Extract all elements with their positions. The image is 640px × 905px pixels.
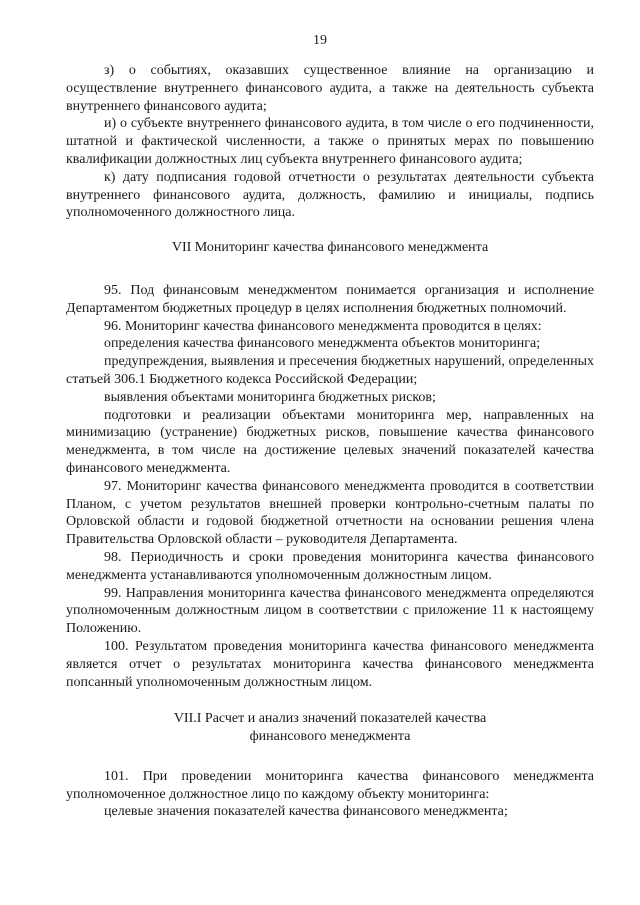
section-heading-vii-i bbox=[66, 710, 594, 746]
paragraph-99: 99. Направления мониторинга качества финансового менеджмента определяются уполномоченным должностным лицом в соответствии с приложение 11 к настоящему Положению. bbox=[66, 585, 594, 637]
page-number: 19 bbox=[313, 33, 327, 48]
paragraph-101-item-1: целевые значения показателей качества финансового менеджмента; bbox=[104, 804, 508, 820]
paragraph-101: 101. При проведении мониторинга качества финансового менеджмента уполномоченное должностное лицо по каждому объекту мониторинга: bbox=[66, 768, 594, 802]
paragraph-100: 100. Результатом проведения мониторинга качества финансового менеджмента является отчет о результатах мониторинга качества финансового менеджмента попсанный уполномоченным должностным лицом. bbox=[66, 638, 594, 690]
paragraph-96-item-4: подготовки и реализации объектами мониторинга мер, направленных на минимизацию (устранение) бюджетных рисков, повышение качества финансового менеджмента, в том числе на достижение целевых значений показателей качества финансового менеджмента. bbox=[66, 407, 594, 476]
paragraph-96-item-2: предупреждения, выявления и пресечения бюджетных нарушений, определенных статьей 306.1 Бюджетного кодекса Российской Федерации; bbox=[66, 354, 594, 387]
section-heading-vii-i-line1: VII.I Расчет и анализ значений показателей качества bbox=[173, 711, 487, 727]
paragraph-95: 95. Под финансовым менеджментом понимается организация и исполнение Департаментом бюджетных процедур в целях исполнения бюджетных полномочий. bbox=[66, 282, 594, 316]
section-heading-vii: VII Мониторинг качества финансового менеджмента bbox=[171, 240, 489, 256]
paragraph-97: 97. Мониторинг качества финансового менеджмента проводится в соответствии Планом, с учетом результатов внешней проверки контрольно-счетным палаты по Орловской области и годовой бюджетной отчетности на основании решения члена Правительства Орловской области – руководителя Департамента. bbox=[66, 478, 594, 548]
paragraph-k: к) дату подписания годовой отчетности о результатах деятельности субъекта внутреннего финансового аудита, должность, фамилию и инициалы, подпись уполномоченного должностного лица. bbox=[66, 169, 594, 221]
paragraph-96: 96. Мониторинг качества финансового менеджмента проводится в целях: bbox=[104, 318, 542, 334]
paragraph-96-item-1: определения качества финансового менеджмента объектов мониторинга; bbox=[104, 336, 541, 352]
paragraph-98: 98. Периодичность и сроки проведения мониторинга качества финансового менеджмента устанавливаются уполномоченным должностным лицом. bbox=[66, 549, 594, 583]
paragraph-i: и) о субъекте внутреннего финансового аудита, в том числе о его подчиненности, штатной и фактической численности, а также о принятых мерах по повышению квалификации должностных лиц субъекта внутреннего финансового аудита; bbox=[66, 116, 594, 167]
section-heading-vii-i-line2: финансового менеджмента bbox=[249, 729, 411, 745]
document-body bbox=[66, 62, 594, 821]
paragraph-z: з) о событиях, оказавших существенное влияние на организацию и осуществление внутреннего финансового аудита, а также на деятельность субъекта внутреннего финансового аудита; bbox=[66, 63, 594, 114]
paragraph-96-item-3: выявления объектами мониторинга бюджетных рисков; bbox=[104, 389, 436, 405]
